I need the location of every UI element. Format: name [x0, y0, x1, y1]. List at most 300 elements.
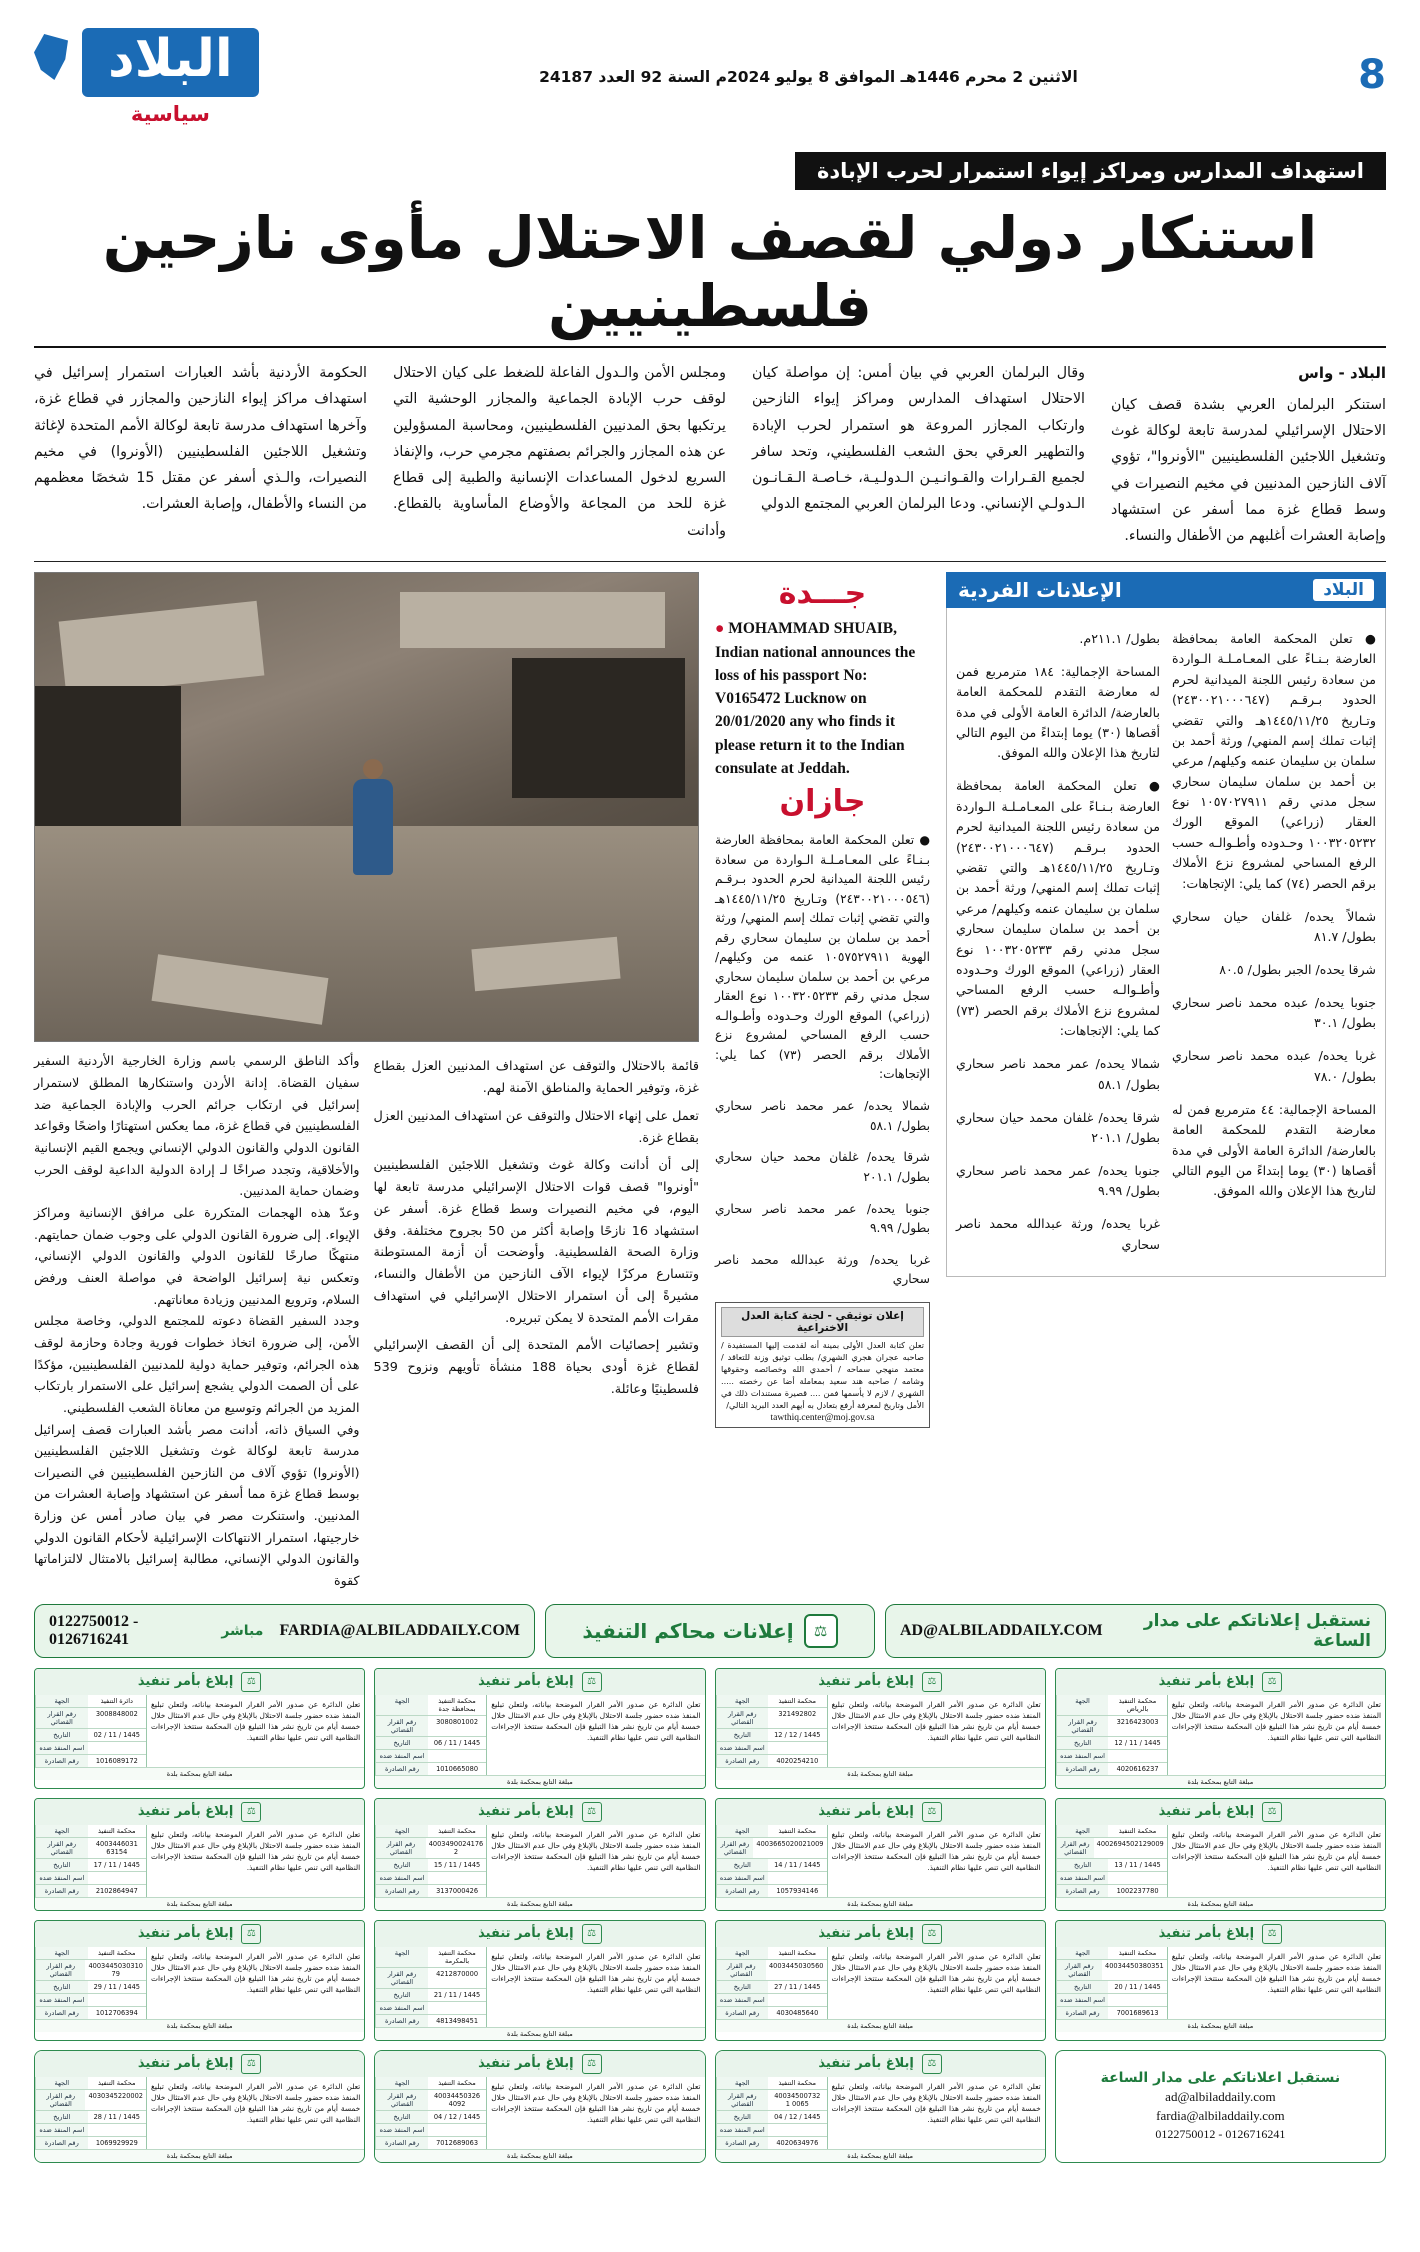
court-notice-card: [1055, 1920, 1386, 2041]
classified-ad: جنوبا يحده/ عمر محمد ناصر سحاري بطول/ ٩.٩٩: [956, 1162, 1160, 1199]
court-notice-value: 4020254210: [776, 1756, 819, 1765]
court-notice-table: [375, 1947, 487, 2027]
court-notice-label: رقم القرار القضائي: [716, 1708, 769, 1728]
court-notice-value: 1012706394: [95, 2008, 138, 2017]
court-notice-value: 4003445030310 79: [88, 1961, 143, 1978]
court-notice-label: رقم الصادرة: [1056, 1885, 1109, 1897]
court-notice-value: [88, 2124, 146, 2136]
court-notice-label: الجهة: [1056, 1825, 1109, 1837]
classified-ad: المساحة الإجمالية: ٤٤ مترمربع فمن له معارضة التقدم للمحكمة العامة بالعارضة/ الدائرة العامة الأولى في مدة أقصاها (٣٠) يوما إبتداءً من اليوم التالي لتاريخ هذا الإعلان والله الموفق.: [1172, 1101, 1376, 1199]
ads-contact-right[interactable]: [885, 1604, 1386, 1658]
classified-ad: ● تعلن المحكمة العامة بمحافظة العارضة بـنـاءً على المعـامـلـة الـواردة من سعادة رئيس اللجنة الميدانية لحرم الحدود بـرقـم (٢٤٣٠٠٢١٠٠٠٦٤٧) وتـاريخ ١٤٤٥/١١/٢٥هـ والتي تقضي إثبات تملك إسم المنهي/ ورثة أحمد بن سلمان بن سليمان عنمه وكيلهم/ مرعي بن أحمد بن سلمان سليمان سحاري سجل مدني رقم ١٠٥٧٠٢٧٩١١ نوع العقار (زراعي) الموقع الورك ١٠٠٣٢٠٥٢٣٢ وحـدوده وأطـوالـه حسب الرفع المساحي لمشروع نزع الأملاك برقم الحصر (٧٤) كما يلي: الإتجاهات:: [1172, 630, 1376, 891]
court-notice-header: [716, 1921, 1045, 1947]
court-notice-label: الجهة: [1056, 1947, 1109, 1959]
issue-date: الاثنين 2 محرم 1446هـ الموافق 8 يوليو 2024م السنة 92 العدد 24187: [539, 68, 1078, 86]
court-notice-card: [34, 1920, 365, 2041]
court-notice-value: 15 / 11 / 1445: [433, 1860, 481, 1869]
court-notice-value: محكمة التنفيذ: [98, 1948, 136, 1957]
court-seal-icon: ⚖: [922, 2054, 942, 2074]
court-notice-value: [88, 1872, 146, 1884]
court-notice-title: إبلاغ بأمر تنفيذ: [818, 1804, 914, 1820]
court-notice-value: 06 / 11 / 1445: [433, 1738, 481, 1747]
court-notice-table: [35, 2077, 147, 2149]
court-notice-label: رقم الصادرة: [35, 1755, 88, 1767]
court-notice-footer: مبلغة التابع بمحكمة بلدة: [716, 1767, 1045, 1780]
court-seal-icon: ⚖: [241, 2054, 261, 2074]
court-notice-header: [375, 2051, 704, 2077]
court-notice-label: اسم المنفذ ضده: [35, 1742, 88, 1754]
photo-article-column: [34, 572, 699, 1591]
court-notice-value: محكمة التنفيذ: [98, 2078, 136, 2087]
court-notice-value: 3137000426: [436, 1886, 479, 1895]
court-notice-value: 13 / 11 / 1445: [1114, 1860, 1161, 1869]
body-grid: [34, 572, 1386, 1591]
photo-side-text: [34, 1050, 360, 1591]
court-notice-label: التاريخ: [35, 1981, 88, 1993]
court-notice-label: التاريخ: [375, 1859, 428, 1871]
court-notice-label: اسم المنفذ ضده: [375, 1750, 428, 1762]
court-notice-value: 40034450326 4092: [433, 2091, 481, 2108]
classified-ad: غربا يحده/ عبده محمد ناصر سحاري بطول/ ٧٨.٠: [1172, 1048, 1376, 1084]
footer-phones[interactable]: 0122750012 - 0126716241: [1155, 2127, 1286, 2142]
court-notice-value: [768, 2124, 826, 2136]
court-seal-icon: ⚖: [922, 1802, 942, 1822]
lead-article: [34, 360, 1386, 549]
court-notice-text: تعلن الدائرة عن صدور الأمر القرار الموضحة بياناته، ولتعلن تبليغ المنفذ ضده حضور جلسة الاحتلال بالإبلاغ وفي حال عدم الامتثال خلال خمسة أيام من تاريخ نشر هذا التبليغ فإن المحكمة ستتخذ الإجراءات النظامية التي تنص عليها نظام التنفيذ.: [1171, 1829, 1381, 1873]
court-notice-title: إبلاغ بأمر تنفيذ: [1158, 1674, 1255, 1690]
court-notice-label: الجهة: [35, 1695, 88, 1707]
court-notice-label: التاريخ: [716, 2111, 769, 2123]
notary-notice: [715, 1302, 930, 1428]
court-notice-label: التاريخ: [35, 1729, 88, 1741]
jeddah-column: [715, 572, 930, 1591]
lead-text-2: وقال البرلمان العربي في بيان أمس: إن مواصلة كيان الاحتلال استهداف المدارس ومراكز إيواء النازحين وارتكاب المجازر المروعة هو استمرار لحرب الإبادة والتطهير العرقي بحق الشعب الفلسطيني، وتحد سافر لجميع القـرارات والقـوانـيـن الـدولـيـة، خـاصـة الـقـانـون الـدولـي الإنساني. ودعا البرلمان العربي المجتمع الدولي: [752, 365, 1085, 513]
court-notice-card: [374, 1798, 705, 1911]
court-seal-icon: ⚖: [241, 1672, 261, 1692]
jazan-ad: ● تعلن المحكمة العامة بمحافظة العارضة بـنـاءً على المعـامـلـة الـواردة من سعادة رئيس اللجنة الميدانية لحرم الحدود بـرقـم (٢٤٣٠٠٢١٠٠٠٥٤٦) وتـاريخ ١٤٤٥/١١/٢٥هـ والتي تقضي إثبات تملك إسم المنهي/ ورثة أحمد بن سلمان بن سليمان سحاري رقم الهوية ١٠٥٧٥٢٧٩١١ عنمه من وكيلهم/ مرعي بن أحمد بن سلمان سليمان سحاري سجل مدني رقم ١٠٠٣٢٠٥٢٣٣ نوع العقار (زراعي) الموقع الورك وحـدوده وأطـوالـه حسب الرفع المساحي لمشروع نزع الأملاك برقم الحصر (٧٣) كما يلي: الإتجاهات:: [715, 833, 931, 1082]
article-paragraph: وأكد الناطق الرسمي باسم وزارة الخارجية الأردنية السفير سفيان القضاة. إدانة الأردن واستنكارها المطلق لاستمرار إسرائيل في ارتكاب جرائم الحرب والإبادة الجماعية ضد الفلسطينيين في قطاع غزة، مما يعكس استهتارًا واضحًا وقواعد القانون الدولي والقانون الدولي الإنساني ويجمع القيم الإنسانية والأخلاقية، وتجدد صراخًا لـ إرادة الدولية الداعية لوقف الحرب وضمان حماية المدنيين.: [34, 1053, 360, 1199]
court-notice-value: دائرة التنفيذ: [100, 1696, 133, 1705]
court-notice-label: اسم المنفذ ضده: [375, 2124, 428, 2136]
court-notice-label: الجهة: [375, 1947, 428, 1967]
court-notice-header: [35, 1799, 364, 1825]
court-notice-value: 40034450380351: [1105, 1961, 1164, 1970]
city-heading-jazan: جازان: [779, 784, 866, 820]
byline: البلاد - واس: [1298, 364, 1386, 382]
court-notice-label: رقم القرار القضائي: [1056, 1838, 1094, 1858]
court-notice-value: 4813498451: [436, 2016, 479, 2025]
classified-brand: البلاد: [1313, 579, 1374, 601]
court-notice-label: اسم المنفذ ضده: [1056, 1994, 1109, 2006]
court-notice-value: [428, 2124, 486, 2136]
court-notice-table: [35, 1825, 147, 1897]
court-notice-text: تعلن الدائرة عن صدور الأمر القرار الموضحة بياناته، ولتعلن تبليغ المنفذ ضده حضور جلسة الاحتلال بالإبلاغ وفي حال عدم الامتثال خلال خمسة أيام من تاريخ نشر هذا التبليغ فإن المحكمة ستتخذ الإجراءات النظامية التي تنص عليها نظام التنفيذ.: [831, 2081, 1041, 2125]
court-notice-title: إبلاغ بأمر تنفيذ: [137, 1674, 234, 1690]
court-notice-card: [374, 1668, 705, 1789]
court-seal-icon: ⚖: [1262, 1802, 1282, 1822]
court-notice-card: [1055, 1668, 1386, 1789]
classified-column-right: [1172, 616, 1376, 1267]
court-notice-value: 14 / 11 / 1445: [774, 1860, 821, 1869]
court-notice-card: [34, 2050, 365, 2163]
court-seal-icon: ⚖: [241, 1802, 261, 1822]
court-notice-text: تعلن الدائرة عن صدور الأمر القرار الموضحة بياناته، ولتعلن تبليغ المنفذ ضده حضور جلسة الاحتلال بالإبلاغ وفي حال عدم الامتثال خلال خمسة أيام من تاريخ نشر هذا التبليغ فإن المحكمة ستتخذ الإجراءات النظامية التي تنص عليها نظام التنفيذ.: [151, 1829, 361, 1873]
court-notice-value: [428, 1872, 486, 1884]
court-notice-header: [716, 2051, 1045, 2077]
court-notice-label: اسم المنفذ ضده: [35, 1872, 88, 1884]
court-seal-icon: ⚖: [922, 1672, 942, 1692]
city-heading-jeddah: جـــدة: [778, 576, 867, 612]
footer-contact-card[interactable]: [1055, 2050, 1386, 2163]
court-notice-table: [375, 1695, 487, 1775]
court-notice-header: [716, 1799, 1045, 1825]
court-notice-value: محكمة التنفيذ: [778, 1948, 817, 1957]
court-notice-title: إبلاغ بأمر تنفيذ: [137, 2056, 234, 2072]
court-notice-footer: مبلغة التابع بمحكمة بلدة: [375, 1775, 704, 1788]
court-notice-card: [715, 2050, 1046, 2163]
classified-ad: غربا يحده/ ورثة عبدالله محمد ناصر سحاري: [956, 1216, 1160, 1252]
court-notice-label: اسم المنفذ ضده: [716, 1994, 769, 2006]
court-notice-footer: مبلغة التابع بمحكمة بلدة: [716, 2149, 1045, 2162]
court-notice-text: تعلن الدائرة عن صدور الأمر القرار الموضحة بياناته، ولتعلن تبليغ المنفذ ضده حضور جلسة الاحتلال بالإبلاغ وفي حال عدم الامتثال خلال خمسة أيام من تاريخ نشر هذا التبليغ فإن المحكمة ستتخذ الإجراءات النظامية التي تنص عليها نظام التنفيذ.: [491, 1699, 701, 1743]
court-notice-value: محكمة التنفيذ: [438, 2078, 476, 2087]
court-notice-label: رقم الصادرة: [716, 2007, 769, 2019]
court-seal-icon: ⚖: [804, 1614, 838, 1648]
court-notice-value: محكمة التنفيذ: [778, 1826, 817, 1835]
classified-ad: شرقا يحده/ غلفان محمد حيان سحاري بطول/ ٢٠١.١: [956, 1109, 1160, 1145]
court-notice-header: [1056, 1921, 1385, 1947]
execution-courts-banner: [545, 1604, 875, 1658]
court-notice-value: محكمة التنفيذ: [1118, 1826, 1157, 1835]
court-notice-value: [88, 1742, 146, 1754]
court-notice-label: الجهة: [35, 1947, 88, 1959]
court-notice-label: الجهة: [716, 1695, 769, 1707]
court-notice-value: 27 / 11 / 1445: [774, 1982, 821, 1991]
direct-label: مباشر: [221, 1622, 264, 1639]
footer-contact-title: نستقبل اعلاناتكم على مدار الساعة: [1100, 2070, 1341, 2087]
court-notice-label: التاريخ: [716, 1729, 769, 1741]
court-notice-card: [374, 2050, 705, 2163]
court-notice-value: 1002237780: [1116, 1886, 1159, 1895]
court-notice-value: محكمة التنفيذ بمحافظة جدة: [438, 1696, 476, 1713]
court-notice-value: [768, 1872, 826, 1884]
classified-ad: جنوبا يحده/ عبده محمد ناصر سحاري بطول/ ٣٠.١: [1172, 994, 1376, 1031]
court-notice-value: 40034500732 1 0065: [774, 2091, 821, 2108]
court-notice-table: [716, 1695, 828, 1767]
court-notice-label: رقم القرار القضائي: [716, 1960, 766, 1980]
court-notice-label: رقم القرار القضائي: [35, 1708, 88, 1728]
english-lost-passport-ad: [715, 617, 930, 780]
court-notice-value: 1069929929: [95, 2138, 138, 2147]
court-notice-footer: مبلغة التابع بمحكمة بلدة: [375, 1897, 704, 1910]
court-notice-label: رقم القرار القضائي: [35, 1838, 88, 1858]
court-notice-value: 7001689613: [1116, 2008, 1159, 2017]
court-notice-table: [35, 1695, 147, 1767]
court-notice-label: رقم القرار القضائي: [1056, 1716, 1109, 1736]
court-notice-label: التاريخ: [716, 1859, 769, 1871]
classified-ad: شمالا يحده/ عمر محمد ناصر سحاري بطول/ ٥٨.١: [956, 1056, 1160, 1092]
court-seal-icon: ⚖: [582, 1924, 602, 1944]
court-notice-label: الجهة: [35, 1825, 88, 1837]
photo-caption: قائمة بالاحتلال والتوقف عن استهداف المدنيين العزل بقطاع غزة، وتوفير الحماية والمناطق الآمنة لهم.: [373, 1059, 699, 1097]
classified-phones[interactable]: 0122750012 - 0126716241: [49, 1612, 139, 1648]
court-notice-value: محكمة التنفيذ بالمكرمة: [438, 1948, 476, 1965]
court-notice-table: [35, 1947, 147, 2019]
court-notice-value: [428, 2002, 486, 2014]
court-notice-label: التاريخ: [375, 1737, 428, 1749]
court-notice-label: اسم المنفذ ضده: [35, 1994, 88, 2006]
court-notice-card: [374, 1920, 705, 2041]
divider: [34, 346, 1386, 348]
court-notice-value: [1108, 1872, 1166, 1884]
court-notice-card: [715, 1668, 1046, 1789]
court-notice-value: 21 / 11 / 1445: [433, 1990, 481, 1999]
court-notice-footer: مبلغة التابع بمحكمة بلدة: [1056, 2019, 1385, 2032]
notary-notice-body: تعلن كتابة العدل الأولى بمينة أنه لقدمت إليها المستفيدة / صاحبه عجران هجري الشهري/ بطلب توثيق وزنة للتعاقد / معتمد منهجي سماحه / أحمدي الله وخصائصه وحقوقها وشامه / صاحبه هند سعيد بمعاملة أضا عن رخصته ..... الشهري / لازم لا يأسمها فمن .... قصيرة مستندات ذلك في الأمل وتاريخ لمعرفة أرفع بتعادل به أيهم العدد البريد التالي/: [721, 1340, 924, 1410]
court-notice-label: الجهة: [716, 1947, 769, 1959]
headline-kicker: استهداف المدارس ومراكز إيواء استمرار لحرب الإبادة: [795, 152, 1386, 190]
court-notice-table: [1056, 1695, 1168, 1775]
ads-contact-email[interactable]: AD@ALBILADDAILY.COM: [900, 1621, 1103, 1639]
court-notice-text: تعلن الدائرة عن صدور الأمر القرار الموضحة بياناته، ولتعلن تبليغ المنفذ ضده حضور جلسة الاحتلال بالإبلاغ وفي حال عدم الامتثال خلال خمسة أيام من تاريخ نشر هذا التبليغ فإن المحكمة ستتخذ الإجراءات النظامية التي تنص عليها نظام التنفيذ.: [151, 1699, 361, 1743]
court-notice-label: التاريخ: [35, 2111, 88, 2123]
court-notice-value: 4003445030560: [768, 1961, 824, 1970]
court-notice-value: 4003665020021009: [756, 1839, 824, 1848]
court-notice-label: الجهة: [1056, 1695, 1109, 1715]
court-notice-text: تعلن الدائرة عن صدور الأمر القرار الموضحة بياناته، ولتعلن تبليغ المنفذ ضده حضور جلسة الاحتلال بالإبلاغ وفي حال عدم الامتثال خلال خمسة أيام من تاريخ نشر هذا التبليغ فإن المحكمة ستتخذ الإجراءات النظامية التي تنص عليها نظام التنفيذ.: [151, 1951, 361, 1995]
footer-email-2[interactable]: fardia@albiladdaily.com: [1156, 2108, 1285, 2124]
classified-ad: ● تعلن المحكمة العامة بمحافظة العارضة بـنـاءً على المعـامـلـة الـواردة من سعادة رئيس اللجنة الميدانية لحرم الحدود بـرقـم (٢٤٣٠٠٢١٠٠٠٦٤٧) وتـاريخ ١٤٤٥/١١/٢٥هـ والتي تقضي إثبات تملك إسم المنهي/ ورثة أحمد بن سلمان بن سليمان عنمه وكيلهم/ مرعي بن أحمد بن سلمان سليمان سحاري سجل مدني رقم ١٠٠٣٢٠٥٢٣٣ نوع العقار (زراعي) الموقع الورك وحـدوده وأطـوالـه حسب الرفع المساحي لمشروع نزع الأملاك برقم الحصر (٧٣) كما يلي: الإتجاهات:: [956, 778, 1160, 1039]
page-number: 8: [1358, 52, 1386, 98]
court-notice-text: تعلن الدائرة عن صدور الأمر القرار الموضحة بياناته، ولتعلن تبليغ المنفذ ضده حضور جلسة الاحتلال بالإبلاغ وفي حال عدم الامتثال خلال خمسة أيام من تاريخ نشر هذا التبليغ فإن المحكمة ستتخذ الإجراءات النظامية التي تنص عليها نظام التنفيذ.: [831, 1699, 1041, 1743]
court-notice-label: رقم الصادرة: [716, 1755, 769, 1767]
classified-email[interactable]: FARDIA@ALBILADDAILY.COM: [279, 1621, 520, 1639]
court-notice-footer: مبلغة التابع بمحكمة بلدة: [375, 2149, 704, 2162]
classified-column-left: [956, 616, 1160, 1267]
court-notice-label: الجهة: [375, 1695, 428, 1715]
court-notice-value: 4020616237: [1116, 1764, 1159, 1773]
jazan-ad: غربا يحده/ ورثة عبدالله محمد ناصر سحاري: [715, 1252, 930, 1287]
court-notice-footer: مبلغة التابع بمحكمة بلدة: [716, 1897, 1045, 1910]
classified-header: [946, 572, 1386, 608]
classified-ad: شمالاً يحده/ غلفان حيان سحاري بطول/ ٨١.٧: [1172, 908, 1376, 944]
court-notice-label: رقم الصادرة: [375, 2015, 428, 2027]
notary-notice-email: tawthiq.center@moj.gov.sa: [770, 1413, 875, 1424]
court-notice-title: إبلاغ بأمر تنفيذ: [818, 1674, 914, 1690]
court-notice-value: 4030485640: [776, 2008, 819, 2017]
publication-logo: البلاد: [82, 28, 259, 97]
court-notice-label: التاريخ: [35, 1859, 88, 1871]
court-notice-header: [1056, 1669, 1385, 1695]
court-notice-label: رقم القرار القضائي: [716, 1838, 754, 1858]
court-notice-title: إبلاغ بأمر تنفيذ: [1158, 1804, 1255, 1820]
court-notice-value: 3080801002: [436, 1717, 479, 1726]
classified-ad: شرقا يحده/ الجبر بطول/ ٨٠.٥: [1219, 961, 1376, 977]
court-notice-value: محكمة التنفيذ بالرياض: [1118, 1696, 1157, 1713]
lead-text-3: ومجلس الأمن والـدول الفاعلة للضغط على كيان الاحتلال لوقف حرب الإبادة الجماعية والمجازر الوحشية التي يرتكبها بحق المدنيين الفلسطينيين، ومحاسبة المسؤولين عن هذه المجازر والجرائم بصفتهم مجرمي حرب، والإنفاذ السريع لدخول المساعدات الإنسانية والطبية إلى قطاع غزة للحد من المجاعة والأوضاع المأساوية بالقطاع. وأدانت: [393, 365, 726, 539]
article-paragraph: وتشير إحصائيات الأمم المتحدة إلى أن القصف الإسرائيلي لقطاع غزة أودى بحياة 188 منشأة تأويهم ونزوح 539 فلسطينيًا وعائلة.: [373, 1338, 699, 1397]
court-notice-header: [35, 1669, 364, 1695]
court-notice-label: رقم الصادرة: [35, 2007, 88, 2019]
court-notice-label: رقم الصادرة: [375, 2137, 428, 2149]
court-notice-label: التاريخ: [1056, 1859, 1109, 1871]
court-seal-icon: ⚖: [1262, 1672, 1282, 1692]
court-notice-label: الجهة: [716, 2077, 769, 2089]
jazan-ad: جنوبا يحده/ عمر محمد ناصر سحاري بطول/ ٩.٩٩: [715, 1201, 930, 1236]
court-notice-text: تعلن الدائرة عن صدور الأمر القرار الموضحة بياناته، ولتعلن تبليغ المنفذ ضده حضور جلسة الاحتلال بالإبلاغ وفي حال عدم الامتثال خلال خمسة أيام من تاريخ نشر هذا التبليغ فإن المحكمة ستتخذ الإجراءات النظامية التي تنص عليها نظام التنفيذ.: [151, 2081, 361, 2125]
court-notice-label: رقم القرار القضائي: [1056, 1960, 1102, 1980]
court-notice-value: 04 / 12 / 1445: [433, 2112, 481, 2121]
court-notice-text: تعلن الدائرة عن صدور الأمر القرار الموضحة بياناته، ولتعلن تبليغ المنفذ ضده حضور جلسة الاحتلال بالإبلاغ وفي حال عدم الامتثال خلال خمسة أيام من تاريخ نشر هذا التبليغ فإن المحكمة ستتخذ الإجراءات النظامية التي تنص عليها نظام التنفيذ.: [831, 1829, 1041, 1873]
classified-title: الإعلانات الفردية: [958, 578, 1122, 603]
court-notice-label: الجهة: [375, 2077, 428, 2089]
court-notice-footer: مبلغة التابع بمحكمة بلدة: [35, 1897, 364, 1910]
court-notice-label: رقم الصادرة: [375, 1763, 428, 1775]
court-notice-value: 28 / 11 / 1445: [93, 2112, 140, 2121]
court-notice-title: إبلاغ بأمر تنفيذ: [478, 2056, 574, 2072]
ads-contact-left[interactable]: [34, 1604, 535, 1658]
court-notice-header: [1056, 1799, 1385, 1825]
court-notice-label: رقم الصادرة: [1056, 2007, 1109, 2019]
court-notice-text: تعلن الدائرة عن صدور الأمر القرار الموضحة بياناته، ولتعلن تبليغ المنفذ ضده حضور جلسة الاحتلال بالإبلاغ وفي حال عدم الامتثال خلال خمسة أيام من تاريخ نشر هذا التبليغ فإن المحكمة ستتخذ الإجراءات النظامية التي تنص عليها نظام التنفيذ.: [1171, 1951, 1381, 1995]
court-notice-title: إبلاغ بأمر تنفيذ: [478, 1926, 574, 1942]
court-notice-title: إبلاغ بأمر تنفيذ: [818, 2056, 914, 2072]
jazan-ad: شمالا يحده/ عمر محمد ناصر سحاري بطول/ ٥٨.١: [715, 1099, 930, 1133]
court-notice-value: [88, 1994, 146, 2006]
article-paragraph: وفي السياق ذاته، أدانت مصر بأشد العبارات قصف إسرائيل مدرسة تابعة لوكالة غوث وتشغيل اللاجئين الفلسطينيين (الأونروا) تؤوي آلاف من النازحين الفلسطينيين في النصيرات بوسط قطاع غزة مما أسفر عن استشهاد وإصابة العشرات من المدنيين. واستنكرت مصر في بيان صادر أمس عن وزارة خارجيتها، استمرار الانتهاكات الإسرائيلية لأحكام القانون الدولي والقانون الدولي الإنساني، مطالبة إسرائيل بالامتثال لالتزاماتها كقوة: [34, 1421, 360, 1589]
photo-article-text: [374, 1050, 700, 1591]
court-notice-value: 12 / 11 / 1445: [1114, 1738, 1161, 1747]
court-notice-value: 04 / 12 / 1445: [774, 2112, 821, 2121]
photo-subject: [353, 779, 393, 875]
court-notice-label: رقم القرار القضائي: [35, 2090, 85, 2110]
court-notice-value: 321492802: [778, 1709, 817, 1718]
logo-area: [34, 28, 259, 126]
court-notice-label: اسم المنفذ ضده: [35, 2124, 88, 2136]
court-notice-value: 02 / 11 / 1445: [93, 1730, 140, 1739]
court-notice-value: [1108, 1994, 1166, 2006]
article-paragraph: تعمل على إنهاء الاحتلال والتوقف عن استهداف المدنيين العزل بقطاع غزة.: [373, 1108, 699, 1146]
court-seal-icon: ⚖: [582, 2054, 602, 2074]
classified-section: [946, 572, 1386, 1591]
court-notice-label: الجهة: [716, 1825, 769, 1837]
court-notice-footer: مبلغة التابع بمحكمة بلدة: [1056, 1897, 1385, 1910]
court-notice-value: 4020634976: [776, 2138, 819, 2147]
masthead: [34, 28, 1386, 136]
kicker-row: [34, 152, 1386, 190]
court-notice-label: رقم الصادرة: [375, 1885, 428, 1897]
court-notice-label: الجهة: [35, 2077, 88, 2089]
court-notice-label: رقم القرار القضائي: [716, 2090, 769, 2110]
court-seal-icon: ⚖: [241, 1924, 261, 1944]
court-notice-title: إبلاغ بأمر تنفيذ: [137, 1926, 234, 1942]
footer-email-1[interactable]: ad@albiladdaily.com: [1165, 2089, 1276, 2105]
court-notice-card: [715, 1798, 1046, 1911]
court-notice-card: [34, 1668, 365, 1789]
news-photo: [34, 572, 699, 1042]
court-notice-table: [1056, 1825, 1168, 1897]
bullet-icon: ●: [715, 620, 725, 638]
court-notice-label: رقم الصادرة: [35, 2137, 88, 2149]
court-notice-label: التاريخ: [716, 1981, 769, 1993]
court-notice-value: 1016089172: [95, 1756, 138, 1765]
court-notice-value: 20 / 11 / 1445: [1114, 1982, 1161, 1991]
court-notice-value: محكمة التنفيذ: [778, 1696, 817, 1705]
court-notice-label: رقم القرار القضائي: [375, 1716, 428, 1736]
court-notice-text: تعلن الدائرة عن صدور الأمر القرار الموضحة بياناته، ولتعلن تبليغ المنفذ ضده حضور جلسة الاحتلال بالإبلاغ وفي حال عدم الامتثال خلال خمسة أيام من تاريخ نشر هذا التبليغ فإن المحكمة ستتخذ الإجراءات النظامية التي تنص عليها نظام التنفيذ.: [831, 1951, 1041, 1995]
execution-courts-title: إعلانات محاكم التنفيذ: [582, 1618, 794, 1643]
court-notice-label: اسم المنفذ ضده: [375, 2002, 428, 2014]
court-notice-card: [1055, 1798, 1386, 1911]
court-notice-footer: مبلغة التابع بمحكمة بلدة: [35, 2149, 364, 2162]
publication-tagline: سياسية: [130, 101, 210, 126]
english-ad-text: MOHAMMAD SHUAIB, Indian national announces the loss of his passport No: V0165472 Lucknow on 20/01/2020 any who finds it please return it to the Indian consulate at Jeddah.: [715, 620, 916, 777]
court-notice-grid: [34, 1668, 1386, 2041]
court-notice-value: [768, 1994, 826, 2006]
court-notice-value: 3008848002: [95, 1709, 138, 1718]
court-notice-value: 4030345220002: [88, 2091, 143, 2100]
court-notice-footer: مبلغة التابع بمحكمة بلدة: [375, 2027, 704, 2040]
court-notice-title: إبلاغ بأمر تنفيذ: [137, 1804, 234, 1820]
court-notice-label: التاريخ: [375, 1989, 428, 2001]
court-notice-label: الجهة: [375, 1825, 428, 1837]
court-notice-text: تعلن الدائرة عن صدور الأمر القرار الموضحة بياناته، ولتعلن تبليغ المنفذ ضده حضور جلسة الاحتلال بالإبلاغ وفي حال عدم الامتثال خلال خمسة أيام من تاريخ نشر هذا التبليغ فإن المحكمة ستتخذ الإجراءات النظامية التي تنص عليها نظام التنفيذ.: [491, 1951, 701, 1995]
court-notice-title: إبلاغ بأمر تنفيذ: [1158, 1926, 1255, 1942]
court-notice-label: رقم الصادرة: [716, 2137, 769, 2149]
ads-contact-title: نستقبل إعلاناتكم على مدار الساعة: [1143, 1610, 1371, 1651]
court-notice-table: [1056, 1947, 1168, 2019]
court-notice-value: 4002694502129009: [1096, 1839, 1164, 1848]
court-notice-label: التاريخ: [375, 2111, 428, 2123]
court-notice-header: [716, 1669, 1045, 1695]
court-seal-icon: ⚖: [582, 1802, 602, 1822]
court-notice-value: محكمة التنفيذ: [1118, 1948, 1157, 1957]
court-seal-icon: ⚖: [922, 1924, 942, 1944]
lead-column-1: [1111, 360, 1386, 549]
court-notice-title: إبلاغ بأمر تنفيذ: [478, 1674, 574, 1690]
jazan-ad: شرقا يحده/ غلفان محمد حيان سحاري بطول/ ٢٠١.١: [715, 1150, 930, 1184]
court-notice-value: 4212870000: [436, 1969, 479, 1978]
court-notice-value: 4003446031 63154: [95, 1839, 138, 1856]
court-seal-icon: ⚖: [1262, 1924, 1282, 1944]
contact-bar: [34, 1604, 1386, 1658]
court-notice-label: اسم المنفذ ضده: [716, 2124, 769, 2136]
court-notice-table: [716, 2077, 828, 2149]
lead-text-1: استنكر البرلمان العربي بشدة قصف كيان الاحتلال الإسرائيلي لمدرسة تابعة لوكالة غوث وتشغيل اللاجئين الفلسطينيين "الأونروا"، تؤوي آلاف النازحين المدنيين في مخيم النصيرات في وسط قطاع غزة مما أسفر عن استشهاد وإصابة العشرات أغلبهم من الأطفال والنساء.: [1111, 396, 1386, 545]
court-notice-label: رقم الصادرة: [1056, 1763, 1109, 1775]
article-paragraph: وجدد السفير القضاة دعوته للمجتمع الدولي، وخاصة مجلس الأمن، إلى ضرورة اتخاذ خطوات فورية وجادة وحازمة لوقف هذه الجرائم، وتوفير حماية دولية للمدنيين الفلسطينيين، مؤكدًا على أن الصمت الدولي يشجع إسرائيل على الاستمرار بارتكاب المزيد من الجرائم وتوسيع من معاناة الشعب الفلسطيني.: [34, 1313, 360, 1415]
court-notice-footer: مبلغة التابع بمحكمة بلدة: [716, 2019, 1045, 2032]
court-notice-title: إبلاغ بأمر تنفيذ: [818, 1926, 914, 1942]
court-notice-label: اسم المنفذ ضده: [1056, 1750, 1109, 1762]
court-notice-value: 4003490024176 2: [428, 1839, 484, 1856]
court-notice-table: [375, 2077, 487, 2149]
map-icon: [34, 34, 68, 80]
court-notice-value: 1010665080: [436, 1764, 479, 1773]
lead-text-4: الحكومة الأردنية بأشد العبارات استمرار إسرائيل في استهداف مراكز إيواء النازحين والمجازر في قطاع غزة، وآخرها استهداف مدرسة تابعة لوكالة الأمم المتحدة لإغاثة وتشغيل اللاجئين الفلسطينيين (الأونروا) في مخيم النصيرات، والـذي أسفر عن مقتل 15 شخصًا معظمهم من النساء والأطفال، وإصابة العشرات.: [34, 365, 367, 513]
court-notice-value: 2102864947: [95, 1886, 138, 1895]
court-notice-value: 7012689063: [436, 2138, 479, 2147]
court-notice-header: [375, 1799, 704, 1825]
court-notice-text: تعلن الدائرة عن صدور الأمر القرار الموضحة بياناته، ولتعلن تبليغ المنفذ ضده حضور جلسة الاحتلال بالإبلاغ وفي حال عدم الامتثال خلال خمسة أيام من تاريخ نشر هذا التبليغ فإن المحكمة ستتخذ الإجراءات النظامية التي تنص عليها نظام التنفيذ.: [491, 1829, 701, 1873]
court-notice-value: محكمة التنفيذ: [98, 1826, 136, 1835]
court-notice-label: التاريخ: [1056, 1737, 1109, 1749]
court-notice-header: [35, 2051, 364, 2077]
court-notice-label: رقم القرار القضائي: [375, 1838, 425, 1858]
court-notice-text: تعلن الدائرة عن صدور الأمر القرار الموضحة بياناته، ولتعلن تبليغ المنفذ ضده حضور جلسة الاحتلال بالإبلاغ وفي حال عدم الامتثال خلال خمسة أيام من تاريخ نشر هذا التبليغ فإن المحكمة ستتخذ الإجراءات النظامية التي تنص عليها نظام التنفيذ.: [491, 2081, 701, 2125]
court-notice-label: رقم القرار القضائي: [375, 2090, 428, 2110]
court-notice-value: [428, 1750, 486, 1762]
